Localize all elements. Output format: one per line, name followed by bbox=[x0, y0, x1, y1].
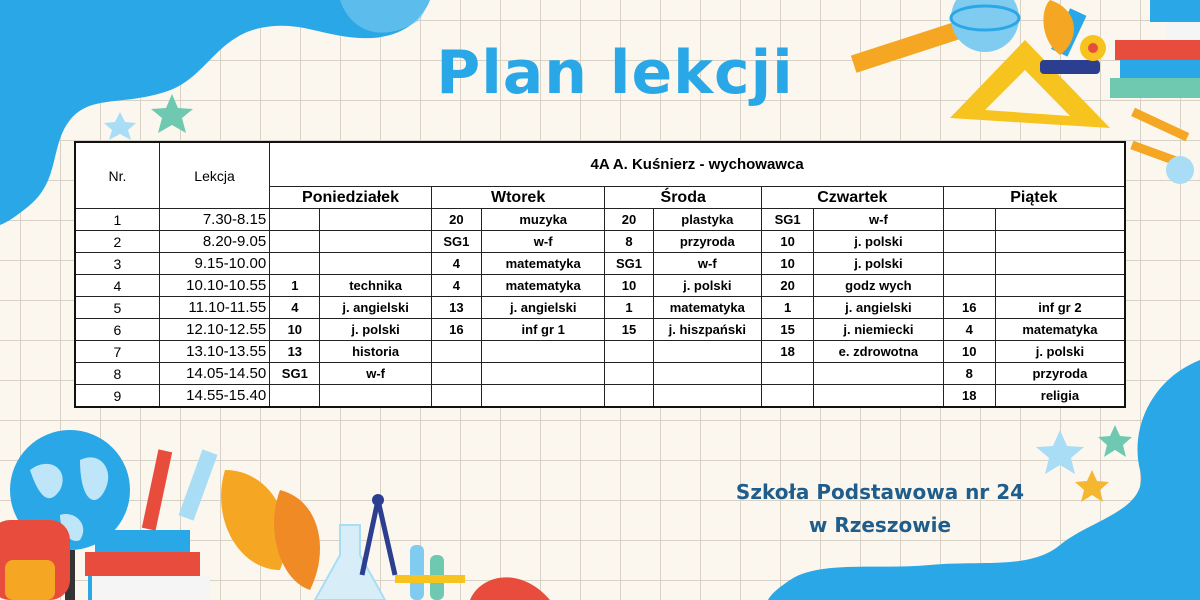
day-header-tuesday: Wtorek bbox=[431, 187, 605, 209]
lesson-number: 2 bbox=[75, 231, 159, 253]
leaf-icon bbox=[221, 470, 320, 590]
subject-wednesday: matematyka bbox=[653, 297, 761, 319]
room-thursday bbox=[761, 363, 813, 385]
room-tuesday: 20 bbox=[431, 209, 481, 231]
table-row bbox=[75, 231, 1125, 253]
lesson-time: 9.15-10.00 bbox=[159, 253, 269, 275]
subject-monday: w-f bbox=[320, 363, 431, 385]
room-friday bbox=[943, 275, 995, 297]
subject-thursday: j. polski bbox=[814, 253, 943, 275]
pencil-icon bbox=[1130, 108, 1194, 184]
subject-wednesday bbox=[653, 363, 761, 385]
table-row bbox=[75, 297, 1125, 319]
subject-wednesday: j. polski bbox=[653, 275, 761, 297]
subject-wednesday: przyroda bbox=[653, 231, 761, 253]
subject-tuesday bbox=[481, 341, 604, 363]
lesson-number: 4 bbox=[75, 275, 159, 297]
room-thursday: 15 bbox=[761, 319, 813, 341]
subject-tuesday bbox=[481, 385, 604, 408]
day-header-monday: Poniedziałek bbox=[270, 187, 432, 209]
day-header-wednesday: Środa bbox=[605, 187, 762, 209]
subject-friday: przyroda bbox=[995, 363, 1125, 385]
page-title: Plan lekcji bbox=[436, 38, 794, 108]
table-row bbox=[75, 253, 1125, 275]
subject-monday bbox=[320, 385, 431, 408]
room-tuesday bbox=[431, 363, 481, 385]
class-header: 4A A. Kuśnierz - wychowawca bbox=[270, 142, 1125, 187]
room-friday bbox=[943, 209, 995, 231]
lesson-number: 1 bbox=[75, 209, 159, 231]
room-thursday: 18 bbox=[761, 341, 813, 363]
subject-tuesday: j. angielski bbox=[481, 297, 604, 319]
subject-friday: matematyka bbox=[995, 319, 1125, 341]
room-thursday: SG1 bbox=[761, 209, 813, 231]
subject-tuesday: w-f bbox=[481, 231, 604, 253]
table-row bbox=[75, 209, 1125, 231]
subject-thursday bbox=[814, 385, 943, 408]
lesson-number: 9 bbox=[75, 385, 159, 408]
subject-tuesday: muzyka bbox=[481, 209, 604, 231]
subject-monday bbox=[320, 253, 431, 275]
subject-wednesday: w-f bbox=[653, 253, 761, 275]
room-monday: 10 bbox=[270, 319, 320, 341]
lesson-time: 12.10-12.55 bbox=[159, 319, 269, 341]
day-header-thursday: Czwartek bbox=[761, 187, 943, 209]
lesson-number: 8 bbox=[75, 363, 159, 385]
table-row bbox=[75, 319, 1125, 341]
school-name bbox=[730, 476, 1030, 542]
room-tuesday: 16 bbox=[431, 319, 481, 341]
room-tuesday: SG1 bbox=[431, 231, 481, 253]
school-name-line2: w Rzeszowie bbox=[808, 513, 952, 537]
subject-monday bbox=[320, 231, 431, 253]
subject-friday bbox=[995, 275, 1125, 297]
table-row bbox=[75, 341, 1125, 363]
room-friday: 18 bbox=[943, 385, 995, 408]
flask-icon bbox=[315, 525, 385, 600]
lesson-number: 5 bbox=[75, 297, 159, 319]
lesson-time: 8.20-9.05 bbox=[159, 231, 269, 253]
room-tuesday bbox=[431, 385, 481, 408]
school-name-line1: Szkoła Podstawowa nr 24 bbox=[735, 480, 1025, 504]
subject-wednesday bbox=[653, 385, 761, 408]
subject-wednesday bbox=[653, 341, 761, 363]
subject-monday: j. angielski bbox=[320, 297, 431, 319]
subject-friday bbox=[995, 253, 1125, 275]
room-thursday: 10 bbox=[761, 253, 813, 275]
room-wednesday: 8 bbox=[605, 231, 653, 253]
lesson-time: 7.30-8.15 bbox=[159, 209, 269, 231]
room-friday: 8 bbox=[943, 363, 995, 385]
room-monday: 13 bbox=[270, 341, 320, 363]
day-header-friday: Piątek bbox=[943, 187, 1125, 209]
table-row bbox=[75, 363, 1125, 385]
leaf-icon bbox=[470, 577, 550, 600]
subject-monday bbox=[320, 209, 431, 231]
room-friday: 10 bbox=[943, 341, 995, 363]
lesson-time: 13.10-13.55 bbox=[159, 341, 269, 363]
room-thursday bbox=[761, 385, 813, 408]
room-wednesday bbox=[605, 363, 653, 385]
subject-friday: religia bbox=[995, 385, 1125, 408]
subject-monday: j. polski bbox=[320, 319, 431, 341]
room-thursday: 20 bbox=[761, 275, 813, 297]
room-friday: 16 bbox=[943, 297, 995, 319]
timetable-body bbox=[75, 209, 1125, 408]
subject-tuesday: matematyka bbox=[481, 275, 604, 297]
subject-monday: technika bbox=[320, 275, 431, 297]
room-thursday: 10 bbox=[761, 231, 813, 253]
timetable bbox=[74, 141, 1126, 408]
subject-thursday: w-f bbox=[814, 209, 943, 231]
subject-thursday: j. angielski bbox=[814, 297, 943, 319]
subject-wednesday: plastyka bbox=[653, 209, 761, 231]
books-icon bbox=[85, 530, 210, 600]
room-thursday: 1 bbox=[761, 297, 813, 319]
subject-thursday: e. zdrowotna bbox=[814, 341, 943, 363]
subject-tuesday bbox=[481, 363, 604, 385]
subject-tuesday: matematyka bbox=[481, 253, 604, 275]
subject-tuesday: inf gr 1 bbox=[481, 319, 604, 341]
lesson-number: 3 bbox=[75, 253, 159, 275]
room-monday bbox=[270, 385, 320, 408]
lesson-time: 10.10-10.55 bbox=[159, 275, 269, 297]
room-friday bbox=[943, 231, 995, 253]
room-wednesday bbox=[605, 341, 653, 363]
room-tuesday: 4 bbox=[431, 275, 481, 297]
lesson-time: 14.05-14.50 bbox=[159, 363, 269, 385]
subject-thursday: j. niemiecki bbox=[814, 319, 943, 341]
room-wednesday: 15 bbox=[605, 319, 653, 341]
subject-friday: j. polski bbox=[995, 341, 1125, 363]
room-tuesday: 13 bbox=[431, 297, 481, 319]
lesson-time: 11.10-11.55 bbox=[159, 297, 269, 319]
header-lesson: Lekcja bbox=[159, 142, 269, 209]
subject-friday bbox=[995, 231, 1125, 253]
subject-thursday: godz wych bbox=[814, 275, 943, 297]
table-row bbox=[75, 275, 1125, 297]
room-wednesday: 20 bbox=[605, 209, 653, 231]
lesson-number: 7 bbox=[75, 341, 159, 363]
room-monday: 1 bbox=[270, 275, 320, 297]
backpack-icon bbox=[0, 520, 70, 600]
room-tuesday bbox=[431, 341, 481, 363]
room-wednesday: SG1 bbox=[605, 253, 653, 275]
compass-icon bbox=[362, 494, 395, 575]
table-row bbox=[75, 385, 1125, 408]
subject-thursday bbox=[814, 363, 943, 385]
room-monday: 4 bbox=[270, 297, 320, 319]
pencil-icon bbox=[142, 449, 218, 530]
room-tuesday: 4 bbox=[431, 253, 481, 275]
room-wednesday: 10 bbox=[605, 275, 653, 297]
subject-friday: inf gr 2 bbox=[995, 297, 1125, 319]
test-tubes-icon bbox=[395, 545, 465, 600]
lesson-time: 14.55-15.40 bbox=[159, 385, 269, 408]
subject-monday: historia bbox=[320, 341, 431, 363]
room-monday: SG1 bbox=[270, 363, 320, 385]
header-nr: Nr. bbox=[75, 142, 159, 209]
room-friday: 4 bbox=[943, 319, 995, 341]
subject-friday bbox=[995, 209, 1125, 231]
room-wednesday bbox=[605, 385, 653, 408]
subject-thursday: j. polski bbox=[814, 231, 943, 253]
room-friday bbox=[943, 253, 995, 275]
room-monday bbox=[270, 209, 320, 231]
room-wednesday: 1 bbox=[605, 297, 653, 319]
room-monday bbox=[270, 253, 320, 275]
lesson-number: 6 bbox=[75, 319, 159, 341]
room-monday bbox=[270, 231, 320, 253]
subject-wednesday: j. hiszpański bbox=[653, 319, 761, 341]
